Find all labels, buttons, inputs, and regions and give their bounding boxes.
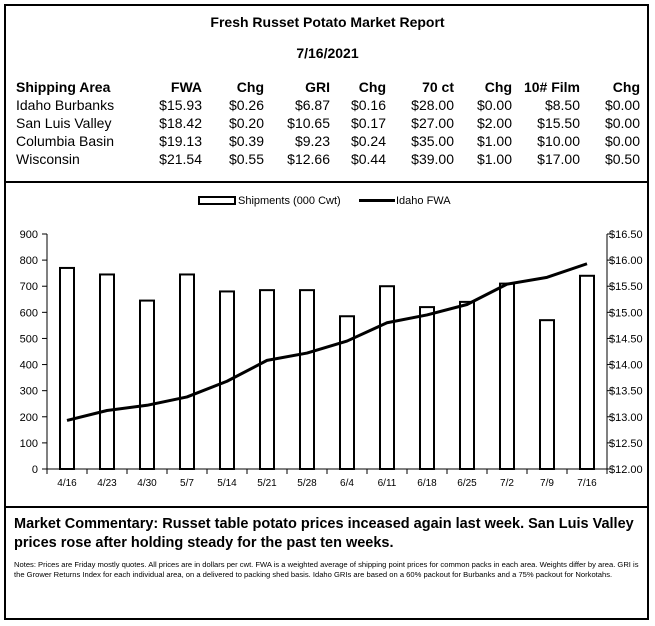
cell-fwa-chg: $0.26 — [228, 97, 264, 113]
report-title: Fresh Russet Potato Market Report — [210, 14, 445, 30]
y-right-tick-label: $14.00 — [609, 359, 643, 372]
x-tick-label: 6/18 — [417, 478, 437, 489]
y-left-tick-label: 600 — [19, 307, 38, 320]
cell-gri-chg: $0.44 — [350, 151, 386, 167]
cell-gri: $10.65 — [287, 115, 330, 131]
header-70ct-chg: Chg — [484, 79, 512, 95]
legend-label-idaho-fwa: Idaho FWA — [396, 195, 451, 207]
shipment-bar — [380, 286, 394, 469]
x-tick-label: 6/4 — [340, 478, 354, 489]
shipment-bar — [100, 274, 114, 469]
y-left-tick-label: 100 — [19, 437, 38, 450]
y-right-tick-label: $14.50 — [609, 333, 643, 346]
shipment-bar — [460, 302, 474, 469]
cell-film: $15.50 — [537, 115, 580, 131]
y-left-tick-label: 800 — [19, 255, 38, 268]
cell-70ct-chg: $2.00 — [476, 115, 512, 131]
cell-70ct: $39.00 — [411, 151, 454, 167]
cell-film: $17.00 — [537, 151, 580, 167]
cell-70ct: $28.00 — [411, 97, 454, 113]
x-tick-label: 4/16 — [57, 478, 77, 489]
y-left-tick-label: 300 — [19, 385, 38, 398]
cell-fwa: $19.13 — [159, 133, 202, 149]
x-tick-label: 5/21 — [257, 478, 277, 489]
cell-film-chg: $0.00 — [604, 115, 640, 131]
cell-gri-chg: $0.16 — [350, 97, 386, 113]
cell-film-chg: $0.50 — [604, 151, 640, 167]
cell-gri: $6.87 — [294, 97, 330, 113]
x-tick-label: 4/23 — [97, 478, 117, 489]
y-right-tick-label: $16.00 — [609, 255, 643, 268]
cell-gri-chg: $0.17 — [350, 115, 386, 131]
cell-area: Wisconsin — [16, 151, 80, 167]
cell-gri: $12.66 — [287, 151, 330, 167]
shipment-bar — [420, 307, 434, 469]
cell-film-chg: $0.00 — [604, 97, 640, 113]
x-tick-label: 7/2 — [500, 478, 514, 489]
x-tick-label: 7/16 — [577, 478, 597, 489]
legend-bar-swatch — [199, 197, 235, 204]
y-right-tick-label: $12.50 — [609, 437, 643, 450]
bar-series — [57, 268, 597, 489]
header-10-film: 10# Film — [523, 79, 580, 95]
y-right-tick-label: $16.50 — [609, 229, 643, 241]
x-tick-label: 6/25 — [457, 478, 477, 489]
y-right-tick-label: $13.00 — [609, 411, 643, 424]
x-tick-label: 7/9 — [540, 478, 554, 489]
table-row — [14, 96, 642, 114]
y-left-tick-label: 400 — [19, 359, 38, 372]
header-10-film-chg: Chg — [612, 79, 640, 95]
y-right-tick-label: $15.50 — [609, 281, 643, 294]
cell-70ct: $27.00 — [411, 115, 454, 131]
cell-fwa: $15.93 — [159, 97, 202, 113]
chart-legend — [199, 195, 451, 207]
report-date: 7/16/2021 — [296, 45, 359, 61]
price-table — [14, 78, 642, 168]
cell-fwa-chg: $0.55 — [228, 151, 264, 167]
table-row — [14, 114, 642, 132]
cell-fwa-chg: $0.39 — [228, 133, 264, 149]
cell-fwa: $21.54 — [159, 151, 202, 167]
x-tick-label: 6/11 — [377, 478, 397, 489]
y-left-tick-label: 0 — [31, 464, 38, 476]
shipments-price-chart — [6, 183, 645, 506]
cell-70ct-chg: $0.00 — [476, 97, 512, 113]
chart-panel — [6, 181, 649, 508]
shipment-bar — [180, 274, 194, 469]
shipment-bar — [540, 320, 554, 469]
market-commentary: Market Commentary: Russet table potato prices inceased again last week. San Luis Valley prices rose after holding steady for the past ten weeks. — [14, 516, 634, 551]
cell-fwa: $18.42 — [159, 115, 202, 131]
x-tick-label: 4/30 — [137, 478, 157, 489]
price-table-header — [14, 78, 642, 96]
y-left-tick-label: 500 — [19, 333, 38, 346]
cell-70ct-chg: $1.00 — [476, 151, 512, 167]
header-shipping-area: Shipping Area — [16, 79, 111, 95]
cell-70ct: $35.00 — [411, 133, 454, 149]
header-fwa: FWA — [170, 79, 202, 95]
y-left-tick-label: 700 — [19, 281, 38, 294]
header-gri-chg: Chg — [358, 79, 386, 95]
header-fwa-chg: Chg — [236, 79, 264, 95]
header-gri: GRI — [305, 79, 330, 95]
shipment-bar — [500, 284, 514, 469]
legend-label-shipments: Shipments (000 Cwt) — [238, 195, 341, 207]
shipment-bar — [300, 290, 314, 469]
cell-area: San Luis Valley — [16, 115, 112, 131]
cell-70ct-chg: $1.00 — [476, 133, 512, 149]
shipment-bar — [260, 290, 274, 469]
y-right-tick-label: $12.00 — [609, 464, 643, 476]
report-notes: Notes: Prices are Friday mostly quotes. All prices are in dollars per cwt. FWA is a weighted average of shipping point prices for common packs in each area. Weights differ by area. GRI is the Grower Returns Index for each individual area, on a delivered to packing shed basis. Idaho GRIs are based on a 60% packout for Burbanks and a 75% packout for Norkotahs. — [14, 560, 639, 579]
y-left-tick-label: 200 — [19, 411, 38, 424]
cell-fwa-chg: $0.20 — [228, 115, 264, 131]
cell-area: Idaho Burbanks — [16, 97, 115, 113]
table-row — [14, 132, 642, 150]
x-tick-label: 5/28 — [297, 478, 317, 489]
table-row — [14, 150, 642, 168]
shipment-bar — [140, 301, 154, 469]
x-tick-label: 5/14 — [217, 478, 237, 489]
y-left-tick-label: 900 — [19, 229, 38, 241]
cell-area: Columbia Basin — [16, 133, 115, 149]
cell-film: $8.50 — [544, 97, 580, 113]
cell-gri-chg: $0.24 — [350, 133, 386, 149]
x-tick-label: 5/7 — [180, 478, 194, 489]
cell-gri: $9.23 — [294, 133, 330, 149]
shipment-bar — [580, 276, 594, 469]
header-70ct: 70 ct — [422, 79, 454, 95]
y-right-tick-label: $13.50 — [609, 385, 643, 398]
shipment-bar — [60, 268, 74, 469]
cell-film-chg: $0.00 — [604, 133, 640, 149]
y-right-tick-label: $15.00 — [609, 307, 643, 320]
cell-film: $10.00 — [537, 133, 580, 149]
